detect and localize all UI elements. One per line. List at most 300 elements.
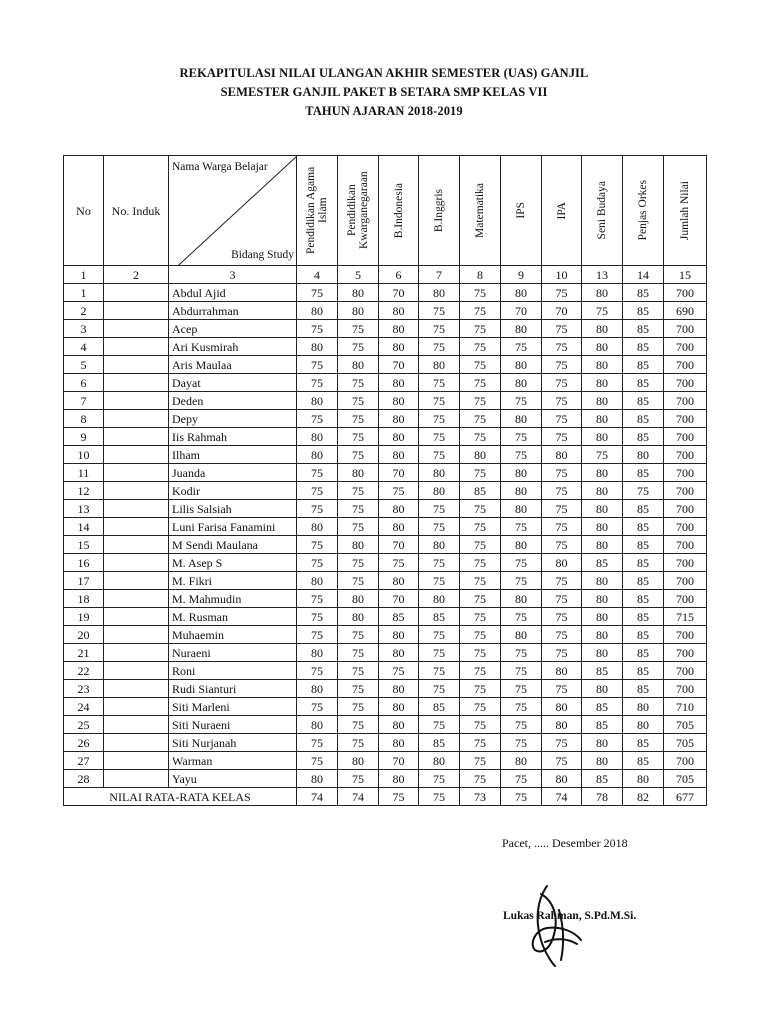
student-name: Yayu xyxy=(169,770,297,788)
header-name-subject xyxy=(169,156,297,266)
score-cell: 80 xyxy=(379,428,419,446)
row-number: 10 xyxy=(64,446,104,464)
score-cell: 75 xyxy=(297,320,338,338)
score-cell: 80 xyxy=(379,374,419,392)
row-number: 18 xyxy=(64,590,104,608)
score-cell: 80 xyxy=(297,428,338,446)
average-score: 75 xyxy=(501,788,542,806)
score-cell: 75 xyxy=(297,536,338,554)
score-cell: 75 xyxy=(542,500,582,518)
score-cell: 80 xyxy=(379,680,419,698)
score-cell: 75 xyxy=(338,446,379,464)
score-cell: 80 xyxy=(379,500,419,518)
row-no-induk xyxy=(104,644,169,662)
score-cell: 75 xyxy=(460,536,501,554)
score-cell: 700 xyxy=(664,590,707,608)
row-no-induk xyxy=(104,482,169,500)
score-cell: 75 xyxy=(501,392,542,410)
score-cell: 80 xyxy=(582,320,623,338)
score-cell: 75 xyxy=(338,518,379,536)
score-cell: 75 xyxy=(460,302,501,320)
student-name: Siti Marleni xyxy=(169,698,297,716)
subject-label: Pendidikan Agama Islam xyxy=(305,166,329,255)
student-name: Siti Nurjanah xyxy=(169,734,297,752)
score-cell: 80 xyxy=(379,572,419,590)
score-cell: 85 xyxy=(623,284,664,302)
student-name: M. Fikri xyxy=(169,572,297,590)
score-cell: 80 xyxy=(582,410,623,428)
table-row xyxy=(64,356,707,374)
column-number: 6 xyxy=(379,266,419,284)
score-cell: 85 xyxy=(623,572,664,590)
student-name: Muhaemin xyxy=(169,626,297,644)
average-score: 75 xyxy=(379,788,419,806)
score-cell: 80 xyxy=(379,392,419,410)
score-cell: 700 xyxy=(664,554,707,572)
score-cell: 80 xyxy=(379,716,419,734)
score-cell: 75 xyxy=(542,392,582,410)
column-number: 1 xyxy=(64,266,104,284)
score-cell: 70 xyxy=(379,356,419,374)
header-subject-cell xyxy=(419,156,460,266)
score-cell: 80 xyxy=(379,626,419,644)
average-score: 74 xyxy=(297,788,338,806)
signature-image xyxy=(515,880,595,970)
column-number: 8 xyxy=(460,266,501,284)
score-cell: 80 xyxy=(542,662,582,680)
student-name: M Sendi Maulana xyxy=(169,536,297,554)
table-row xyxy=(64,770,707,788)
score-cell: 85 xyxy=(623,518,664,536)
score-cell: 75 xyxy=(623,482,664,500)
score-cell: 85 xyxy=(623,554,664,572)
row-number: 17 xyxy=(64,572,104,590)
score-cell: 75 xyxy=(542,626,582,644)
score-cell: 80 xyxy=(297,446,338,464)
row-number: 23 xyxy=(64,680,104,698)
student-name: M. Mahmudin xyxy=(169,590,297,608)
score-cell: 75 xyxy=(379,482,419,500)
score-cell: 85 xyxy=(623,392,664,410)
subject-label: Jumlah Nilai xyxy=(679,180,691,241)
score-cell: 75 xyxy=(542,428,582,446)
score-cell: 75 xyxy=(419,626,460,644)
table-row xyxy=(64,284,707,302)
table-row xyxy=(64,392,707,410)
score-cell: 85 xyxy=(623,356,664,374)
subject-label: IPS xyxy=(515,202,527,219)
score-cell: 700 xyxy=(664,626,707,644)
score-cell: 75 xyxy=(338,338,379,356)
score-cell: 80 xyxy=(582,608,623,626)
row-no-induk xyxy=(104,446,169,464)
score-cell: 85 xyxy=(623,752,664,770)
score-cell: 85 xyxy=(623,320,664,338)
score-cell: 75 xyxy=(338,410,379,428)
score-cell: 80 xyxy=(338,284,379,302)
score-cell: 705 xyxy=(664,770,707,788)
score-cell: 700 xyxy=(664,482,707,500)
score-cell: 75 xyxy=(542,464,582,482)
score-cell: 75 xyxy=(297,734,338,752)
score-cell: 75 xyxy=(419,680,460,698)
score-cell: 75 xyxy=(501,554,542,572)
score-cell: 85 xyxy=(623,302,664,320)
score-cell: 75 xyxy=(460,572,501,590)
score-cell: 700 xyxy=(664,284,707,302)
score-cell: 75 xyxy=(338,770,379,788)
score-cell: 75 xyxy=(419,716,460,734)
row-number: 20 xyxy=(64,626,104,644)
row-no-induk xyxy=(104,554,169,572)
score-cell: 80 xyxy=(338,752,379,770)
score-cell: 85 xyxy=(623,410,664,428)
student-name: Lilis Salsiah xyxy=(169,500,297,518)
row-no-induk xyxy=(104,356,169,374)
header-subject-cell xyxy=(338,156,379,266)
subject-label: Pendidikan Kwarganegaraan xyxy=(346,171,370,250)
title-line-2: SEMESTER GANJIL PAKET B SETARA SMP KELAS VII xyxy=(220,85,548,99)
score-cell: 75 xyxy=(338,698,379,716)
row-number: 5 xyxy=(64,356,104,374)
score-cell: 75 xyxy=(419,428,460,446)
score-cell: 75 xyxy=(297,284,338,302)
row-no-induk xyxy=(104,626,169,644)
score-cell: 85 xyxy=(582,698,623,716)
score-cell: 75 xyxy=(419,302,460,320)
header-subject-cell xyxy=(623,156,664,266)
score-cell: 75 xyxy=(460,590,501,608)
table-row xyxy=(64,464,707,482)
score-cell: 700 xyxy=(664,662,707,680)
row-no-induk xyxy=(104,392,169,410)
score-cell: 80 xyxy=(419,464,460,482)
score-cell: 80 xyxy=(338,302,379,320)
grades-table xyxy=(63,155,707,806)
score-cell: 75 xyxy=(460,500,501,518)
row-number: 26 xyxy=(64,734,104,752)
score-cell: 80 xyxy=(582,356,623,374)
signer-name: Lukas Rahman, S.Pd.M.Si. xyxy=(503,910,637,922)
row-number: 25 xyxy=(64,716,104,734)
score-cell: 705 xyxy=(664,716,707,734)
score-cell: 75 xyxy=(542,482,582,500)
score-cell: 75 xyxy=(419,644,460,662)
score-cell: 85 xyxy=(623,464,664,482)
student-name: Juanda xyxy=(169,464,297,482)
score-cell: 75 xyxy=(419,770,460,788)
score-cell: 75 xyxy=(542,410,582,428)
student-name: Luni Farisa Fanamini xyxy=(169,518,297,536)
score-cell: 75 xyxy=(460,464,501,482)
table-row xyxy=(64,410,707,428)
row-no-induk xyxy=(104,374,169,392)
score-cell: 75 xyxy=(460,608,501,626)
score-cell: 75 xyxy=(460,734,501,752)
score-cell: 80 xyxy=(338,608,379,626)
table-body xyxy=(64,284,707,788)
row-no-induk xyxy=(104,410,169,428)
score-cell: 75 xyxy=(542,536,582,554)
student-name: Abdurrahman xyxy=(169,302,297,320)
score-cell: 80 xyxy=(379,518,419,536)
score-cell: 75 xyxy=(501,662,542,680)
score-cell: 80 xyxy=(582,482,623,500)
score-cell: 75 xyxy=(460,626,501,644)
score-cell: 75 xyxy=(501,446,542,464)
row-number: 9 xyxy=(64,428,104,446)
score-cell: 75 xyxy=(338,734,379,752)
score-cell: 75 xyxy=(501,698,542,716)
score-cell: 70 xyxy=(379,752,419,770)
score-cell: 700 xyxy=(664,518,707,536)
score-cell: 80 xyxy=(297,716,338,734)
score-cell: 75 xyxy=(460,410,501,428)
student-name: M. Asep S xyxy=(169,554,297,572)
score-cell: 75 xyxy=(542,572,582,590)
table-row xyxy=(64,680,707,698)
row-no-induk xyxy=(104,464,169,482)
score-cell: 700 xyxy=(664,410,707,428)
score-cell: 75 xyxy=(338,392,379,410)
score-cell: 75 xyxy=(338,662,379,680)
row-no-induk xyxy=(104,608,169,626)
student-name: M. Rusman xyxy=(169,608,297,626)
column-number: 4 xyxy=(297,266,338,284)
score-cell: 75 xyxy=(460,554,501,572)
row-number: 11 xyxy=(64,464,104,482)
score-cell: 700 xyxy=(664,374,707,392)
score-cell: 80 xyxy=(623,770,664,788)
score-cell: 75 xyxy=(338,554,379,572)
score-cell: 80 xyxy=(419,482,460,500)
student-name: Abdul Ajid xyxy=(169,284,297,302)
header-no-induk: No. Induk xyxy=(104,156,169,266)
score-cell: 80 xyxy=(582,590,623,608)
score-cell: 700 xyxy=(664,500,707,518)
score-cell: 80 xyxy=(623,716,664,734)
score-cell: 75 xyxy=(297,608,338,626)
average-score: 82 xyxy=(623,788,664,806)
score-cell: 80 xyxy=(623,446,664,464)
row-number: 19 xyxy=(64,608,104,626)
table-row xyxy=(64,302,707,320)
score-cell: 80 xyxy=(542,554,582,572)
average-score: 677 xyxy=(664,788,707,806)
score-cell: 75 xyxy=(501,734,542,752)
student-name: Iis Rahmah xyxy=(169,428,297,446)
table-row xyxy=(64,608,707,626)
score-cell: 80 xyxy=(582,284,623,302)
score-cell: 700 xyxy=(664,320,707,338)
score-cell: 80 xyxy=(338,464,379,482)
score-cell: 80 xyxy=(582,752,623,770)
score-cell: 80 xyxy=(501,464,542,482)
score-cell: 75 xyxy=(542,356,582,374)
row-no-induk xyxy=(104,284,169,302)
subject-label: Penjas Orkes xyxy=(637,180,649,241)
score-cell: 85 xyxy=(623,608,664,626)
score-cell: 80 xyxy=(460,446,501,464)
row-number: 24 xyxy=(64,698,104,716)
student-name: Ilham xyxy=(169,446,297,464)
score-cell: 85 xyxy=(582,770,623,788)
score-cell: 80 xyxy=(379,446,419,464)
student-name: Acep xyxy=(169,320,297,338)
score-cell: 690 xyxy=(664,302,707,320)
student-name: Nuraeni xyxy=(169,644,297,662)
table-row xyxy=(64,518,707,536)
document-title xyxy=(0,64,768,121)
score-cell: 75 xyxy=(297,554,338,572)
column-number: 3 xyxy=(169,266,297,284)
score-cell: 80 xyxy=(582,338,623,356)
table-row xyxy=(64,572,707,590)
column-number: 10 xyxy=(542,266,582,284)
row-no-induk xyxy=(104,716,169,734)
score-cell: 75 xyxy=(338,374,379,392)
score-cell: 80 xyxy=(379,410,419,428)
table-row xyxy=(64,428,707,446)
score-cell: 80 xyxy=(501,626,542,644)
score-cell: 75 xyxy=(460,518,501,536)
score-cell: 75 xyxy=(419,446,460,464)
row-number: 16 xyxy=(64,554,104,572)
score-cell: 80 xyxy=(501,752,542,770)
header-subject-cell xyxy=(297,156,338,266)
subject-label: B.Inggris xyxy=(433,188,445,233)
score-cell: 75 xyxy=(542,608,582,626)
score-cell: 85 xyxy=(419,698,460,716)
score-cell: 75 xyxy=(501,770,542,788)
subject-label: B.Indonesia xyxy=(392,182,405,239)
score-cell: 75 xyxy=(297,698,338,716)
score-cell: 75 xyxy=(419,572,460,590)
table-row xyxy=(64,716,707,734)
column-number: 5 xyxy=(338,266,379,284)
score-cell: 75 xyxy=(338,428,379,446)
header-subject-cell xyxy=(582,156,623,266)
score-cell: 70 xyxy=(501,302,542,320)
score-cell: 75 xyxy=(501,338,542,356)
score-cell: 75 xyxy=(542,734,582,752)
score-cell: 80 xyxy=(379,338,419,356)
score-cell: 75 xyxy=(338,572,379,590)
score-cell: 75 xyxy=(542,284,582,302)
table-row xyxy=(64,338,707,356)
score-cell: 700 xyxy=(664,392,707,410)
row-no-induk xyxy=(104,770,169,788)
score-cell: 75 xyxy=(379,554,419,572)
table-row xyxy=(64,734,707,752)
score-cell: 80 xyxy=(379,302,419,320)
student-name: Warman xyxy=(169,752,297,770)
score-cell: 75 xyxy=(419,518,460,536)
score-cell: 80 xyxy=(501,374,542,392)
row-no-induk xyxy=(104,590,169,608)
score-cell: 80 xyxy=(542,446,582,464)
score-cell: 80 xyxy=(542,698,582,716)
table-row xyxy=(64,644,707,662)
score-cell: 75 xyxy=(379,662,419,680)
score-cell: 80 xyxy=(379,698,419,716)
score-cell: 80 xyxy=(338,356,379,374)
header-no: No xyxy=(64,156,104,266)
subject-label: Seni Budaya xyxy=(596,181,608,240)
score-cell: 80 xyxy=(297,572,338,590)
row-no-induk xyxy=(104,302,169,320)
score-cell: 85 xyxy=(623,734,664,752)
column-number: 14 xyxy=(623,266,664,284)
student-name: Rudi Sianturi xyxy=(169,680,297,698)
table-row xyxy=(64,374,707,392)
table-row xyxy=(64,590,707,608)
average-score: 78 xyxy=(582,788,623,806)
student-name: Aris Maulaa xyxy=(169,356,297,374)
score-cell: 80 xyxy=(582,374,623,392)
score-cell: 75 xyxy=(542,752,582,770)
score-cell: 85 xyxy=(623,590,664,608)
score-cell: 85 xyxy=(623,338,664,356)
score-cell: 80 xyxy=(582,428,623,446)
average-score: 74 xyxy=(542,788,582,806)
score-cell: 75 xyxy=(338,626,379,644)
score-cell: 75 xyxy=(460,428,501,446)
score-cell: 75 xyxy=(501,644,542,662)
score-cell: 75 xyxy=(460,752,501,770)
table-row xyxy=(64,500,707,518)
score-cell: 80 xyxy=(501,284,542,302)
score-cell: 80 xyxy=(419,356,460,374)
column-number: 9 xyxy=(501,266,542,284)
score-cell: 80 xyxy=(582,392,623,410)
row-number: 14 xyxy=(64,518,104,536)
average-score: 73 xyxy=(460,788,501,806)
score-cell: 75 xyxy=(501,716,542,734)
score-cell: 80 xyxy=(379,734,419,752)
header-subject-cell xyxy=(460,156,501,266)
score-cell: 75 xyxy=(419,662,460,680)
score-cell: 85 xyxy=(379,608,419,626)
score-cell: 700 xyxy=(664,356,707,374)
score-cell: 75 xyxy=(460,356,501,374)
score-cell: 80 xyxy=(542,716,582,734)
score-cell: 75 xyxy=(460,374,501,392)
student-name: Kodir xyxy=(169,482,297,500)
table-row xyxy=(64,626,707,644)
student-name: Deden xyxy=(169,392,297,410)
header-row xyxy=(64,156,707,266)
row-number: 2 xyxy=(64,302,104,320)
score-cell: 80 xyxy=(582,500,623,518)
score-cell: 80 xyxy=(419,590,460,608)
score-cell: 75 xyxy=(297,590,338,608)
score-cell: 75 xyxy=(460,644,501,662)
score-cell: 75 xyxy=(297,374,338,392)
row-no-induk xyxy=(104,572,169,590)
score-cell: 700 xyxy=(664,680,707,698)
score-cell: 700 xyxy=(664,572,707,590)
score-cell: 85 xyxy=(623,428,664,446)
score-cell: 75 xyxy=(338,644,379,662)
score-cell: 70 xyxy=(379,536,419,554)
score-cell: 80 xyxy=(419,752,460,770)
score-cell: 75 xyxy=(460,320,501,338)
score-cell: 85 xyxy=(623,662,664,680)
score-cell: 75 xyxy=(338,320,379,338)
column-number-row xyxy=(64,266,707,284)
row-number: 12 xyxy=(64,482,104,500)
